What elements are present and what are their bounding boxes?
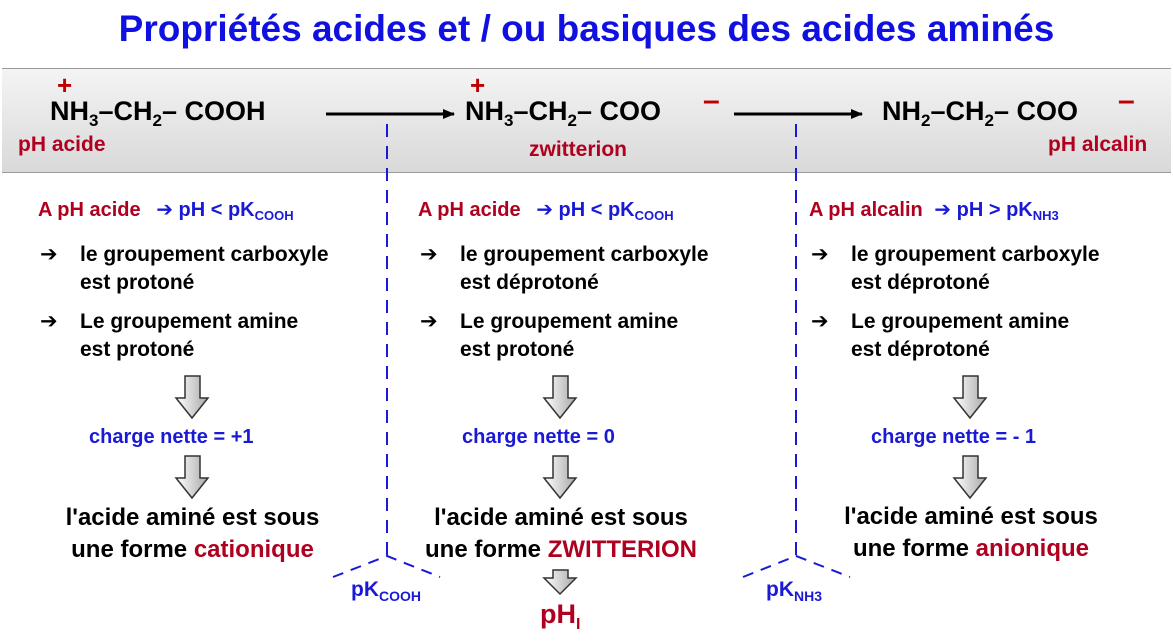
pk-subscript: NH3 [794,588,823,604]
down-arrow [176,376,208,418]
bullet-amine-col3 [811,308,1069,364]
bullet-text: Le groupement amine [80,310,299,333]
nh-group: NH [465,96,504,126]
form-name: anionique [975,535,1090,562]
nh-group: NH [50,96,89,126]
ch-group: CH [528,96,568,126]
condition-label: A pH acide [418,199,521,221]
condition-col2 [418,197,674,222]
conclusion-text: l'acide aminé est sous [844,503,1098,530]
condition-pk-subscript: NH3 [1032,208,1059,223]
arrow-icon: ➔ [934,199,952,221]
charge-plus-2: + [470,70,486,100]
condition-pk-subscript: COOH [634,208,674,223]
bond: – [993,96,1009,126]
bond: – [576,96,592,126]
bullet-text: Le groupement amine [851,310,1070,333]
label-zwitterion: zwitterion [529,138,627,161]
ch-subscript: 2 [984,111,994,130]
pk-subscript: COOH [379,588,421,604]
arrow-icon: ➔ [156,199,173,221]
carboxylate-group: COO [1016,96,1079,126]
phi-text: pH [540,599,576,629]
label-ph-alcalin: pH alcalin [1048,133,1148,156]
condition-col1 [38,197,294,222]
pk-nh3-label [766,578,822,602]
nh-group: NH [882,96,921,126]
isoelectric-ph-label [540,599,581,633]
bullet-amine-col1 [40,308,298,364]
bullet-text: est protoné [460,338,575,361]
bond: – [513,96,529,126]
down-arrow [544,376,576,418]
bullet-carboxyl-col1 [40,241,329,297]
down-arrow [954,376,986,418]
net-charge-col2: charge nette = 0 [462,426,615,448]
nh-subscript: 3 [504,111,514,130]
bullet-text: est protoné [80,271,195,294]
condition-pk: pH > pK [956,199,1033,221]
bond: – [930,96,946,126]
condition-label: A pH alcalin [809,199,923,221]
net-charge-col1: charge nette = +1 [89,426,254,448]
bullet-text: le groupement carboxyle [460,243,709,266]
arrow-icon: ➔ [811,243,829,266]
arrow-icon: ➔ [40,243,58,266]
down-arrow [544,456,576,498]
conclusion-text: une forme [852,535,976,562]
bullet-amine-col2 [420,308,678,364]
bullet-text: est protoné [80,338,195,361]
bullet-text: est déprotoné [460,271,599,294]
ch-group: CH [113,96,153,126]
arrow-icon: ➔ [536,199,553,221]
form-name: cationique [193,536,314,563]
condition-pk-subscript: COOH [254,208,294,223]
carboxyl-group: COOH [184,96,266,126]
conclusion-text: l'acide aminé est sous [434,504,688,531]
pk-cooh-label [351,578,421,602]
conclusion-text: une forme [71,536,194,563]
bullet-text: le groupement carboxyle [851,243,1100,266]
down-arrow [176,456,208,498]
down-arrow-phi [544,570,576,594]
arrow-icon: ➔ [420,243,438,266]
bullet-text: est déprotoné [851,271,990,294]
bullet-text: le groupement carboxyle [80,243,329,266]
conclusion-text: l'acide aminé est sous [65,504,320,531]
net-charge-col3: charge nette = - 1 [871,426,1037,448]
bullet-carboxyl-col3 [811,241,1100,297]
bond: – [161,96,177,126]
ch-subscript: 2 [567,111,577,130]
form-name: ZWITTERION [547,536,697,563]
charge-minus-3: – [1118,84,1135,117]
bullet-carboxyl-col2 [420,241,709,297]
charge-minus-2: – [703,84,720,117]
condition-pk: pH < pK [558,199,635,221]
nh-subscript: 3 [89,111,99,130]
conclusion-col2 [398,502,724,566]
page-title: Propriétés acides et / ou basiques des acides aminés [118,8,1055,49]
phi-subscript: I [576,616,581,633]
carboxylate-group: COO [599,96,662,126]
bullet-text: est déprotoné [851,338,990,361]
label-ph-acide: pH acide [18,133,106,156]
condition-pk: pH < pK [178,199,255,221]
bullet-text: Le groupement amine [460,310,679,333]
ch-subscript: 2 [152,111,162,130]
pk-text: pK [351,578,379,601]
bond: – [98,96,114,126]
arrow-icon: ➔ [811,310,829,333]
condition-label: A pH acide [38,199,141,221]
nh-subscript: 2 [921,111,931,130]
conclusion-col3 [808,501,1134,565]
arrow-icon: ➔ [420,310,438,333]
conclusion-col1 [30,502,355,566]
charge-plus-1: + [57,70,73,100]
condition-col3 [809,197,1059,222]
pk-text: pK [766,578,794,601]
arrow-icon: ➔ [40,310,58,333]
conclusion-text: une forme [425,536,548,563]
ch-group: CH [945,96,985,126]
down-arrow [954,456,986,498]
